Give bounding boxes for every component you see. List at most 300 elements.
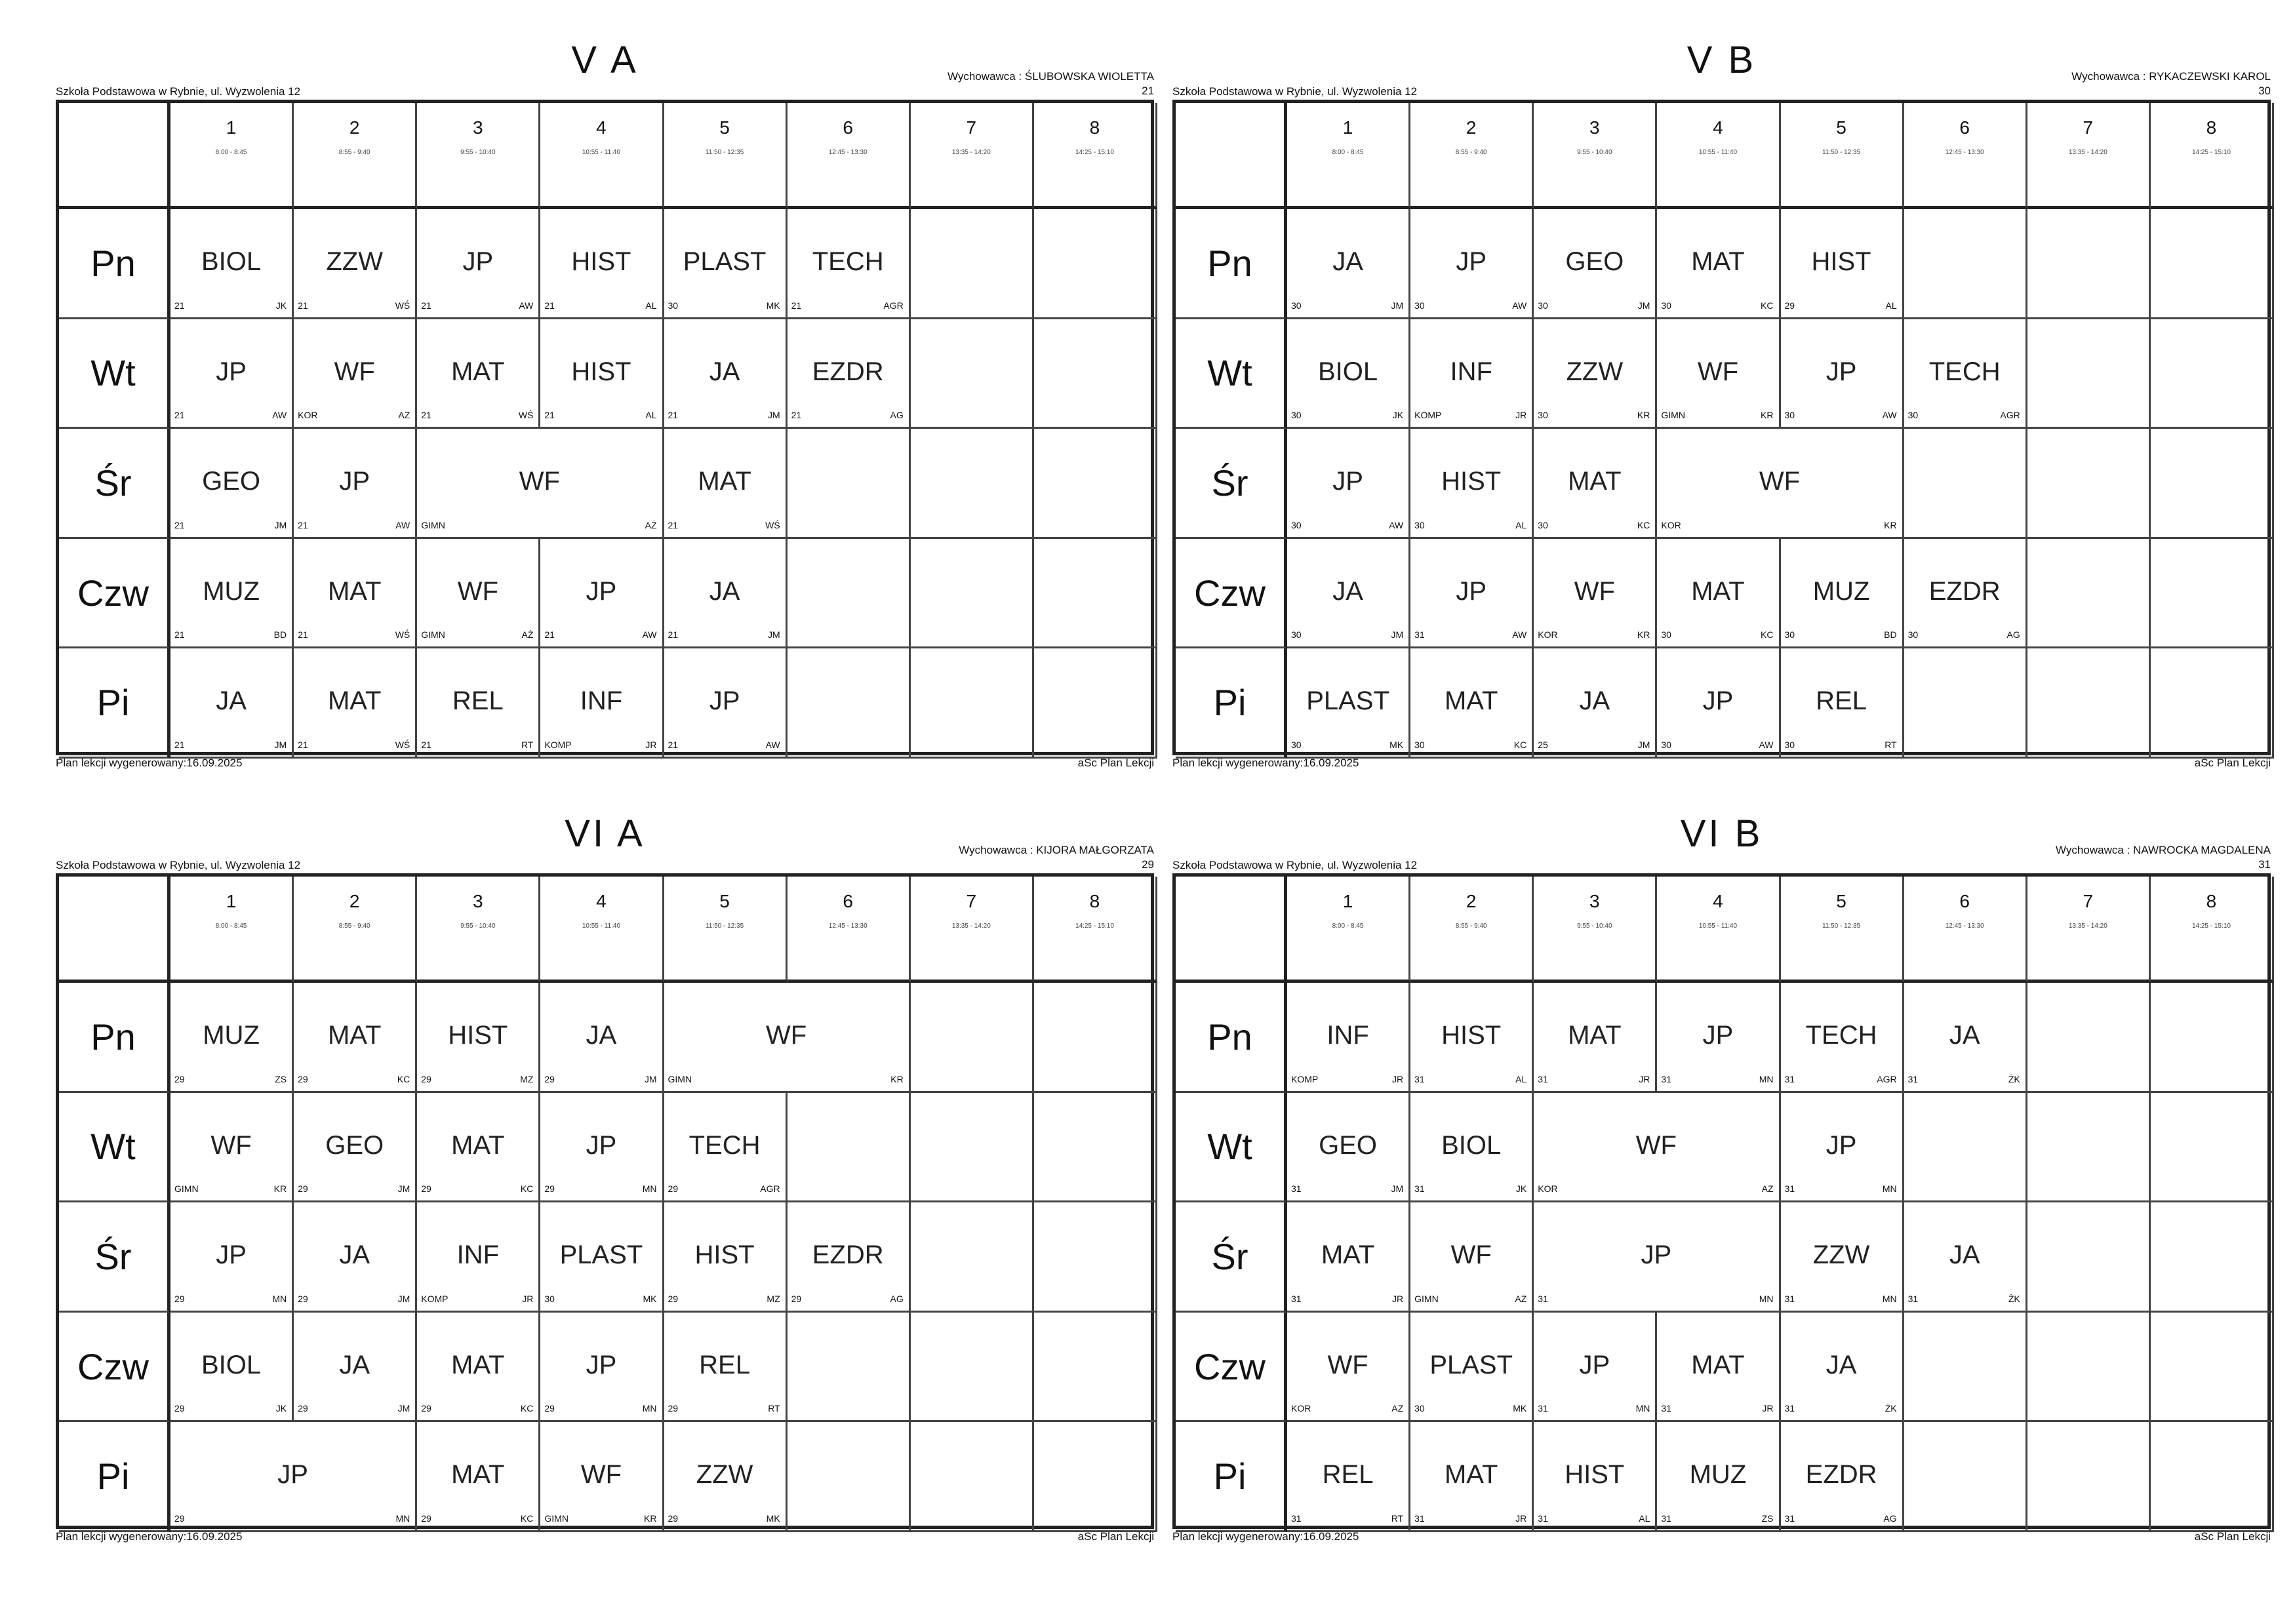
lesson-room: 31 bbox=[1784, 1183, 1795, 1195]
empty-cell bbox=[911, 319, 1034, 429]
lesson-teacher: ŻK bbox=[2008, 1073, 2020, 1084]
empty-cell bbox=[1034, 1313, 1157, 1423]
empty-cell bbox=[788, 539, 911, 649]
lesson-subject: WF bbox=[210, 1130, 252, 1160]
lesson-subject: WF bbox=[1759, 467, 1801, 496]
lesson-subject: MAT bbox=[451, 1350, 505, 1379]
lesson-teacher: AG bbox=[2006, 629, 2020, 641]
lesson-teacher: ŻK bbox=[2008, 1293, 2020, 1304]
period-time: 9:55 - 10:40 bbox=[460, 149, 496, 156]
lesson-cell bbox=[664, 1202, 788, 1313]
lesson-room: KOMP bbox=[1291, 1073, 1319, 1084]
period-header bbox=[911, 877, 1034, 983]
empty-cell bbox=[911, 1093, 1034, 1203]
empty-cell bbox=[1034, 539, 1157, 649]
lesson-cell bbox=[1904, 983, 2027, 1093]
lesson-cell bbox=[1534, 1422, 1657, 1532]
period-number: 4 bbox=[596, 117, 607, 138]
empty-cell bbox=[1904, 1313, 2027, 1423]
lesson-subject: MAT bbox=[1444, 686, 1498, 716]
lesson-cell bbox=[1534, 1202, 1780, 1313]
lesson-teacher: AG bbox=[1883, 1513, 1897, 1524]
lesson-cell bbox=[540, 648, 664, 759]
lesson-teacher: MK bbox=[766, 300, 780, 311]
lesson-subject: JA bbox=[709, 576, 740, 606]
period-header bbox=[417, 103, 540, 209]
lesson-room: 21 bbox=[668, 410, 679, 421]
lesson-teacher: KC bbox=[397, 1073, 410, 1084]
lesson-teacher: AW bbox=[519, 300, 534, 311]
lesson-teacher: WŚ bbox=[395, 629, 410, 641]
lesson-room: 30 bbox=[1784, 739, 1795, 750]
software-name: aSc Plan Lekcji bbox=[2194, 1530, 2271, 1543]
lesson-subject: MAT bbox=[1321, 1240, 1375, 1270]
lesson-teacher: JK bbox=[275, 1403, 287, 1414]
lesson-cell bbox=[664, 319, 788, 429]
lesson-teacher: MN bbox=[395, 1513, 410, 1524]
lesson-subject: HIST bbox=[1441, 1021, 1502, 1050]
lesson-teacher: AGR bbox=[760, 1183, 780, 1195]
lesson-subject: GEO bbox=[1319, 1130, 1378, 1160]
lesson-cell bbox=[170, 1202, 294, 1313]
period-time: 8:55 - 9:40 bbox=[338, 149, 370, 156]
lesson-subject: JP bbox=[1456, 247, 1487, 276]
lesson-subject: JA bbox=[216, 686, 247, 716]
lesson-room: 31 bbox=[1784, 1073, 1795, 1084]
lesson-teacher: AW bbox=[1882, 410, 1897, 421]
lesson-teacher: JR bbox=[1639, 1073, 1650, 1084]
lesson-cell bbox=[1534, 1093, 1780, 1203]
period-number: 5 bbox=[1836, 891, 1846, 911]
lesson-room: 29 bbox=[668, 1513, 679, 1524]
lesson-cell bbox=[540, 539, 664, 649]
lesson-teacher: JM bbox=[274, 519, 287, 530]
class-title: VI A bbox=[565, 812, 645, 855]
period-number: 4 bbox=[1713, 117, 1723, 138]
period-number: 6 bbox=[843, 891, 853, 911]
lesson-cell bbox=[1410, 319, 1534, 429]
lesson-teacher: AGR bbox=[1877, 1073, 1897, 1084]
lesson-cell bbox=[294, 983, 417, 1093]
homeroom-number: 31 bbox=[2258, 858, 2271, 871]
lesson-room: 21 bbox=[421, 300, 431, 311]
day-label: Czw bbox=[1176, 539, 1287, 649]
lesson-room: 21 bbox=[421, 739, 431, 750]
period-time: 10:55 - 11:40 bbox=[582, 149, 621, 156]
empty-cell bbox=[911, 648, 1034, 759]
lesson-room: 30 bbox=[1538, 410, 1548, 421]
lesson-teacher: MK bbox=[1513, 1403, 1527, 1414]
empty-cell bbox=[2151, 1202, 2274, 1313]
lesson-teacher: KR bbox=[273, 1183, 287, 1195]
lesson-room: 29 bbox=[544, 1403, 555, 1414]
lesson-subject: JA bbox=[1949, 1021, 1980, 1050]
lesson-room: 29 bbox=[174, 1403, 185, 1414]
lesson-cell bbox=[1657, 319, 1780, 429]
lesson-cell bbox=[1534, 1313, 1657, 1423]
day-label: Wt bbox=[1176, 1093, 1287, 1203]
lesson-cell bbox=[540, 1422, 664, 1532]
day-label: Wt bbox=[59, 1093, 170, 1203]
period-time: 10:55 - 11:40 bbox=[582, 922, 621, 930]
lesson-cell bbox=[1410, 1093, 1534, 1203]
lesson-teacher: AW bbox=[1512, 300, 1527, 311]
lesson-teacher: KR bbox=[1637, 629, 1650, 641]
period-time: 11:50 - 12:35 bbox=[1822, 922, 1861, 930]
lesson-subject: WF bbox=[580, 1460, 622, 1490]
lesson-cell bbox=[170, 429, 294, 539]
period-number: 7 bbox=[966, 117, 977, 138]
lesson-cell bbox=[170, 319, 294, 429]
lesson-room: KOR bbox=[1538, 629, 1558, 641]
period-time: 8:55 - 9:40 bbox=[1455, 149, 1487, 156]
period-header bbox=[664, 877, 788, 983]
homeroom-number: 29 bbox=[1142, 858, 1154, 871]
homeroom-number: 30 bbox=[2258, 85, 2271, 97]
lesson-cell bbox=[1534, 539, 1657, 649]
homeroom-teacher bbox=[948, 69, 1154, 98]
lesson-subject: MAT bbox=[698, 467, 751, 496]
lesson-cell bbox=[1781, 1313, 1904, 1423]
lesson-cell bbox=[170, 1313, 294, 1423]
lesson-room: 30 bbox=[1414, 1403, 1425, 1414]
lesson-room: 29 bbox=[668, 1183, 679, 1195]
period-header bbox=[1657, 103, 1780, 209]
lesson-cell bbox=[1534, 983, 1657, 1093]
lesson-cell bbox=[664, 983, 911, 1093]
lesson-cell bbox=[1781, 1422, 1904, 1532]
period-header bbox=[664, 103, 788, 209]
lesson-room: 29 bbox=[421, 1513, 431, 1524]
lesson-subject: PLAST bbox=[683, 247, 767, 276]
lesson-teacher: AW bbox=[765, 739, 780, 750]
period-header bbox=[1534, 103, 1657, 209]
empty-cell bbox=[1034, 1202, 1157, 1313]
lesson-teacher: AGR bbox=[2000, 410, 2020, 421]
lesson-room: 21 bbox=[174, 739, 185, 750]
timetable-grid bbox=[56, 873, 1154, 1529]
lesson-room: 30 bbox=[1784, 629, 1795, 641]
lesson-cell bbox=[1410, 1422, 1534, 1532]
lesson-teacher: AL bbox=[1639, 1513, 1650, 1524]
period-header bbox=[1534, 877, 1657, 983]
lesson-subject: JP bbox=[462, 247, 494, 276]
school-name: Szkoła Podstawowa w Rybnie, ul. Wyzwolenia 12 bbox=[56, 85, 301, 98]
period-number: 3 bbox=[473, 117, 483, 138]
lesson-teacher: JM bbox=[397, 1293, 410, 1304]
lesson-subject: ZZW bbox=[326, 247, 383, 276]
lesson-subject: JP bbox=[586, 1350, 617, 1379]
lesson-subject: JP bbox=[216, 1240, 247, 1270]
period-time: 14:25 - 15:10 bbox=[2191, 922, 2231, 930]
lesson-cell bbox=[294, 1313, 417, 1423]
lesson-subject: JP bbox=[1702, 686, 1734, 716]
empty-cell bbox=[788, 1422, 911, 1532]
lesson-teacher: MZ bbox=[767, 1293, 780, 1304]
day-label: Czw bbox=[59, 539, 170, 649]
lesson-teacher: AW bbox=[395, 519, 410, 530]
empty-cell bbox=[2151, 1422, 2274, 1532]
lesson-room: 21 bbox=[174, 300, 185, 311]
lesson-subject: HIST bbox=[1811, 247, 1871, 276]
lesson-cell bbox=[664, 209, 788, 319]
empty-cell bbox=[2151, 1313, 2274, 1423]
lesson-teacher: JR bbox=[1515, 1513, 1527, 1524]
lesson-room: 31 bbox=[1414, 629, 1425, 641]
lesson-subject: JA bbox=[339, 1240, 370, 1270]
lesson-cell bbox=[1657, 429, 1904, 539]
lesson-cell bbox=[1781, 1202, 1904, 1313]
lesson-subject: JP bbox=[586, 1130, 617, 1160]
lesson-subject: JA bbox=[1332, 576, 1363, 606]
lesson-subject: WF bbox=[457, 576, 498, 606]
lesson-subject: MUZ bbox=[203, 1021, 260, 1050]
empty-cell bbox=[1904, 209, 2027, 319]
lesson-subject: TECH bbox=[688, 1130, 761, 1160]
lesson-teacher: JR bbox=[1392, 1293, 1404, 1304]
lesson-cell bbox=[417, 1313, 540, 1423]
period-number: 2 bbox=[349, 891, 360, 911]
lesson-subject: TECH bbox=[812, 247, 884, 276]
lesson-subject: MAT bbox=[1691, 576, 1745, 606]
lesson-room: 21 bbox=[668, 739, 679, 750]
lesson-subject: PLAST bbox=[1429, 1350, 1513, 1379]
lesson-room: 31 bbox=[1784, 1293, 1795, 1304]
lesson-cell bbox=[1657, 539, 1780, 649]
lesson-teacher: ŻK bbox=[1885, 1403, 1897, 1414]
lesson-teacher: AŻ bbox=[521, 629, 534, 641]
corner-cell bbox=[1176, 877, 1287, 983]
lesson-teacher: AZ bbox=[1761, 1183, 1774, 1195]
lesson-room: 29 bbox=[544, 1073, 555, 1084]
corner-cell bbox=[59, 103, 170, 209]
lesson-teacher: MK bbox=[1389, 739, 1404, 750]
period-header bbox=[788, 103, 911, 209]
lesson-cell bbox=[294, 209, 417, 319]
period-number: 6 bbox=[1959, 891, 1970, 911]
lesson-room: KOR bbox=[1538, 1183, 1558, 1195]
lesson-cell bbox=[1904, 539, 2027, 649]
lesson-cell bbox=[1657, 1313, 1780, 1423]
period-header bbox=[2027, 103, 2151, 209]
lesson-room: KOMP bbox=[1414, 410, 1442, 421]
lesson-subject: GEO bbox=[1565, 247, 1624, 276]
empty-cell bbox=[1034, 983, 1157, 1093]
lesson-subject: ZZW bbox=[696, 1460, 753, 1490]
lesson-room: 29 bbox=[668, 1403, 679, 1414]
lesson-teacher: KR bbox=[1884, 519, 1897, 530]
lesson-teacher: JR bbox=[1762, 1403, 1774, 1414]
lesson-subject: TECH bbox=[1928, 357, 2001, 386]
period-time: 11:50 - 12:35 bbox=[705, 922, 744, 930]
lesson-subject: HIST bbox=[571, 247, 631, 276]
period-header bbox=[540, 103, 664, 209]
class-title: VI B bbox=[1680, 812, 1763, 855]
period-header bbox=[1904, 103, 2027, 209]
lesson-teacher: JM bbox=[1637, 739, 1650, 750]
lesson-teacher: KC bbox=[1637, 519, 1650, 530]
lesson-cell bbox=[788, 1202, 911, 1313]
lesson-subject: HIST bbox=[694, 1240, 755, 1270]
day-label: Pn bbox=[59, 209, 170, 319]
homeroom-teacher bbox=[959, 843, 1154, 872]
lesson-room: KOR bbox=[1291, 1403, 1311, 1414]
period-header bbox=[417, 877, 540, 983]
lesson-cell bbox=[788, 209, 911, 319]
lesson-subject: INF bbox=[456, 1240, 500, 1270]
lesson-cell bbox=[1904, 319, 2027, 429]
lesson-subject: JP bbox=[1702, 1021, 1734, 1050]
lesson-room: 21 bbox=[544, 300, 555, 311]
period-time: 12:45 - 13:30 bbox=[828, 922, 868, 930]
lesson-cell bbox=[664, 429, 788, 539]
lesson-teacher: AW bbox=[1389, 519, 1404, 530]
empty-cell bbox=[2151, 209, 2274, 319]
lesson-subject: JP bbox=[216, 357, 247, 386]
period-number: 1 bbox=[226, 891, 237, 911]
period-number: 4 bbox=[596, 891, 607, 911]
lesson-teacher: JM bbox=[274, 739, 287, 750]
period-time: 13:35 - 14:20 bbox=[2068, 149, 2107, 156]
lesson-subject: REL bbox=[1322, 1460, 1374, 1490]
period-number: 8 bbox=[2206, 117, 2217, 138]
lesson-teacher: WŚ bbox=[395, 300, 410, 311]
lesson-cell bbox=[170, 983, 294, 1093]
lesson-cell bbox=[1534, 429, 1657, 539]
lesson-teacher: JR bbox=[1515, 410, 1527, 421]
lesson-cell bbox=[1410, 429, 1534, 539]
lesson-cell bbox=[1287, 1422, 1410, 1532]
software-name: aSc Plan Lekcji bbox=[2194, 757, 2271, 769]
empty-cell bbox=[2027, 1093, 2151, 1203]
lesson-cell bbox=[540, 209, 664, 319]
lesson-room: 21 bbox=[791, 410, 802, 421]
lesson-subject: MAT bbox=[1568, 1021, 1622, 1050]
lesson-cell bbox=[1410, 1202, 1534, 1313]
period-header bbox=[1781, 877, 1904, 983]
period-number: 2 bbox=[349, 117, 360, 138]
lesson-cell bbox=[1410, 1313, 1534, 1423]
lesson-room: 29 bbox=[298, 1403, 308, 1414]
period-number: 1 bbox=[1342, 891, 1353, 911]
period-time: 12:45 - 13:30 bbox=[828, 149, 868, 156]
lesson-cell bbox=[294, 1093, 417, 1203]
period-header bbox=[294, 103, 417, 209]
day-label: Wt bbox=[1176, 319, 1287, 429]
empty-cell bbox=[1034, 319, 1157, 429]
lesson-subject: JA bbox=[709, 357, 740, 386]
lesson-cell bbox=[1781, 209, 1904, 319]
corner-cell bbox=[59, 877, 170, 983]
lesson-subject: MAT bbox=[451, 1130, 505, 1160]
lesson-subject: GEO bbox=[202, 467, 261, 496]
lesson-teacher: JM bbox=[1391, 1183, 1404, 1195]
lesson-cell bbox=[1657, 209, 1780, 319]
lesson-subject: REL bbox=[699, 1350, 750, 1379]
lesson-room: 29 bbox=[421, 1183, 431, 1195]
lesson-subject: MAT bbox=[327, 576, 382, 606]
lesson-room: 30 bbox=[1907, 410, 1919, 421]
lesson-room: 21 bbox=[298, 300, 308, 311]
empty-cell bbox=[1034, 1093, 1157, 1203]
lesson-subject: MAT bbox=[1444, 1460, 1498, 1490]
period-number: 3 bbox=[473, 891, 483, 911]
lesson-cell bbox=[1534, 319, 1657, 429]
empty-cell bbox=[1904, 429, 2027, 539]
period-time: 8:00 - 8:45 bbox=[215, 149, 247, 156]
lesson-teacher: RT bbox=[768, 1403, 780, 1414]
empty-cell bbox=[2027, 648, 2151, 759]
period-time: 8:55 - 9:40 bbox=[1455, 922, 1487, 930]
lesson-teacher: AG bbox=[890, 1293, 904, 1304]
lesson-subject: MAT bbox=[1568, 467, 1622, 496]
empty-cell bbox=[1034, 429, 1157, 539]
lesson-subject: ZZW bbox=[1812, 1240, 1870, 1270]
lesson-room: 30 bbox=[544, 1293, 555, 1304]
period-number: 1 bbox=[226, 117, 237, 138]
lesson-subject: HIST bbox=[1441, 467, 1502, 496]
empty-cell bbox=[911, 1422, 1034, 1532]
lesson-cell bbox=[1657, 648, 1780, 759]
lesson-teacher: AW bbox=[1512, 629, 1527, 641]
lesson-subject: MAT bbox=[1691, 1350, 1745, 1379]
period-header bbox=[540, 877, 664, 983]
lesson-teacher: JK bbox=[275, 300, 287, 311]
period-header bbox=[1410, 103, 1534, 209]
empty-cell bbox=[2151, 319, 2274, 429]
teacher-name: Wychowawca : RYKACZEWSKI KAROL bbox=[2071, 70, 2271, 83]
lesson-subject: JP bbox=[586, 576, 617, 606]
lesson-room: 31 bbox=[1538, 1073, 1548, 1084]
lesson-teacher: KR bbox=[1637, 410, 1650, 421]
period-number: 1 bbox=[1342, 117, 1353, 138]
lesson-teacher: AW bbox=[272, 410, 287, 421]
empty-cell bbox=[788, 429, 911, 539]
lesson-cell bbox=[170, 539, 294, 649]
lesson-cell bbox=[1287, 539, 1410, 649]
lesson-room: 31 bbox=[1784, 1513, 1795, 1524]
teacher-name: Wychowawca : ŚLUBOWSKA WIOLETTA bbox=[947, 70, 1154, 83]
generated-date: Plan lekcji wygenerowany:16.09.2025 bbox=[56, 757, 243, 769]
lesson-room: 30 bbox=[668, 300, 679, 311]
lesson-cell bbox=[1904, 1202, 2027, 1313]
empty-cell bbox=[911, 429, 1034, 539]
lesson-teacher: JM bbox=[397, 1403, 410, 1414]
day-label: Pi bbox=[59, 1422, 170, 1532]
period-number: 2 bbox=[1466, 891, 1477, 911]
lesson-room: 31 bbox=[1414, 1513, 1425, 1524]
lesson-subject: MUZ bbox=[1812, 576, 1870, 606]
lesson-teacher: MN bbox=[642, 1403, 657, 1414]
lesson-room: 29 bbox=[421, 1073, 431, 1084]
lesson-room: 21 bbox=[174, 410, 185, 421]
lesson-subject: BIOL bbox=[1317, 357, 1378, 386]
lesson-cell bbox=[1287, 1313, 1410, 1423]
lesson-room: 30 bbox=[1291, 519, 1302, 530]
lesson-teacher: MK bbox=[766, 1513, 780, 1524]
empty-cell bbox=[788, 1313, 911, 1423]
corner-cell bbox=[1176, 103, 1287, 209]
period-header bbox=[170, 103, 294, 209]
lesson-subject: JA bbox=[339, 1350, 370, 1379]
day-label: Śr bbox=[59, 1202, 170, 1313]
empty-cell bbox=[2027, 1202, 2151, 1313]
empty-cell bbox=[2027, 1313, 2151, 1423]
lesson-subject: MAT bbox=[327, 686, 382, 716]
lesson-cell bbox=[294, 539, 417, 649]
generated-date: Plan lekcji wygenerowany:16.09.2025 bbox=[56, 1530, 243, 1543]
lesson-cell bbox=[1287, 1093, 1410, 1203]
